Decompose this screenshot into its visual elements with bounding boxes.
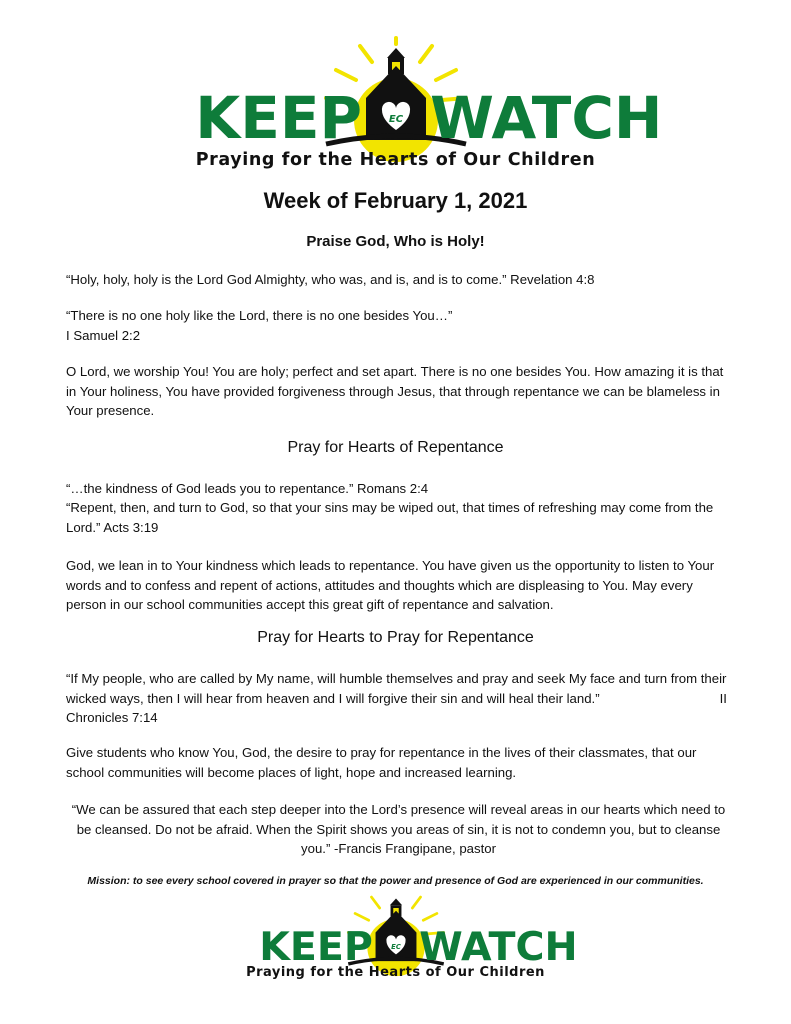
verse-chronicles-ref: II Chronicles 7:14 (66, 690, 727, 725)
logo-word-watch: WATCH (429, 84, 662, 152)
logo-word-watch: WATCH (418, 923, 578, 970)
verse-samuel (66, 306, 731, 345)
verse-romans: “…the kindness of God leads you to repentance.” Romans 2:4 (66, 481, 429, 496)
keep-watch-logo-top (0, 40, 791, 175)
page-title: Week of February 1, 2021 (263, 188, 528, 213)
logo-word-keep: KEEP (258, 923, 373, 970)
prayer-holiness: O Lord, we worship You! You are holy; perfect and set apart. There is no one besides You. How amazing it is that in Your holiness, You have provided forgiveness through Jesus, that through repentance we can be blameless in Your presence. (66, 364, 724, 418)
verse-revelation: “Holy, holy, holy is the Lord God Almighty, who was, and is, and is to come.” Revelation 4:8 (66, 272, 595, 287)
section-heading-pray-for-repentance: Pray for Hearts to Pray for Repentance (257, 629, 534, 646)
logo-tagline: Praying for the Hearts of Our Children (246, 965, 545, 980)
keep-watch-logo-bottom (0, 893, 791, 988)
verse-chronicles (66, 669, 731, 728)
verse-samuel-ref: I Samuel 2:2 (66, 327, 141, 343)
ec-badge: EC (390, 942, 401, 951)
logo-tagline: Praying for the Hearts of Our Children (195, 150, 596, 170)
verse-chronicles-text: “If My people, who are called by My name, will humble themselves and pray and seek My face and turn from their wicked ways, then I will hear from heaven and I will forgive their sin and will heal their land.” (66, 671, 727, 706)
prayer-kindness: God, we lean in to Your kindness which leads to repentance. You have given us the opportunity to listen to Your words and to confess and repent of actions, attitudes and thoughts which are displeasing to You. May every person in our school communities accept this great gift of repentance and salvation. (66, 558, 715, 612)
ec-badge: EC (388, 114, 403, 125)
logo-word-keep: KEEP (194, 84, 362, 152)
logo-graphic (176, 40, 662, 152)
prayer-students: Give students who know You, God, the desire to pray for repentance in the lives of their classmates, that our school communities will become places of light, hope and increased learning. (66, 745, 697, 780)
mission-statement: Mission: to see every school covered in prayer so that the power and presence of God are experienced in our communities. (87, 875, 704, 887)
verse-acts: “Repent, then, and turn to God, so that your sins may be wiped out, that times of refreshing may come from the Lord.” Acts 3:19 (66, 500, 714, 535)
logo-graphic-small (246, 893, 578, 970)
section-heading-repentance: Pray for Hearts of Repentance (287, 439, 504, 456)
section-heading-praise: Praise God, Who is Holy! (306, 233, 485, 250)
quote-frangipane: “We can be assured that each step deeper into the Lord’s presence will reveal areas in our hearts which need to be cleansed. Do not be afraid. When the Spirit shows you areas of sin, it is not to condemn you, but to cleanse you.” -Francis Frangipane, pastor (71, 802, 726, 856)
verse-samuel-text: “There is no one holy like the Lord, there is no one besides You…” (66, 308, 453, 323)
